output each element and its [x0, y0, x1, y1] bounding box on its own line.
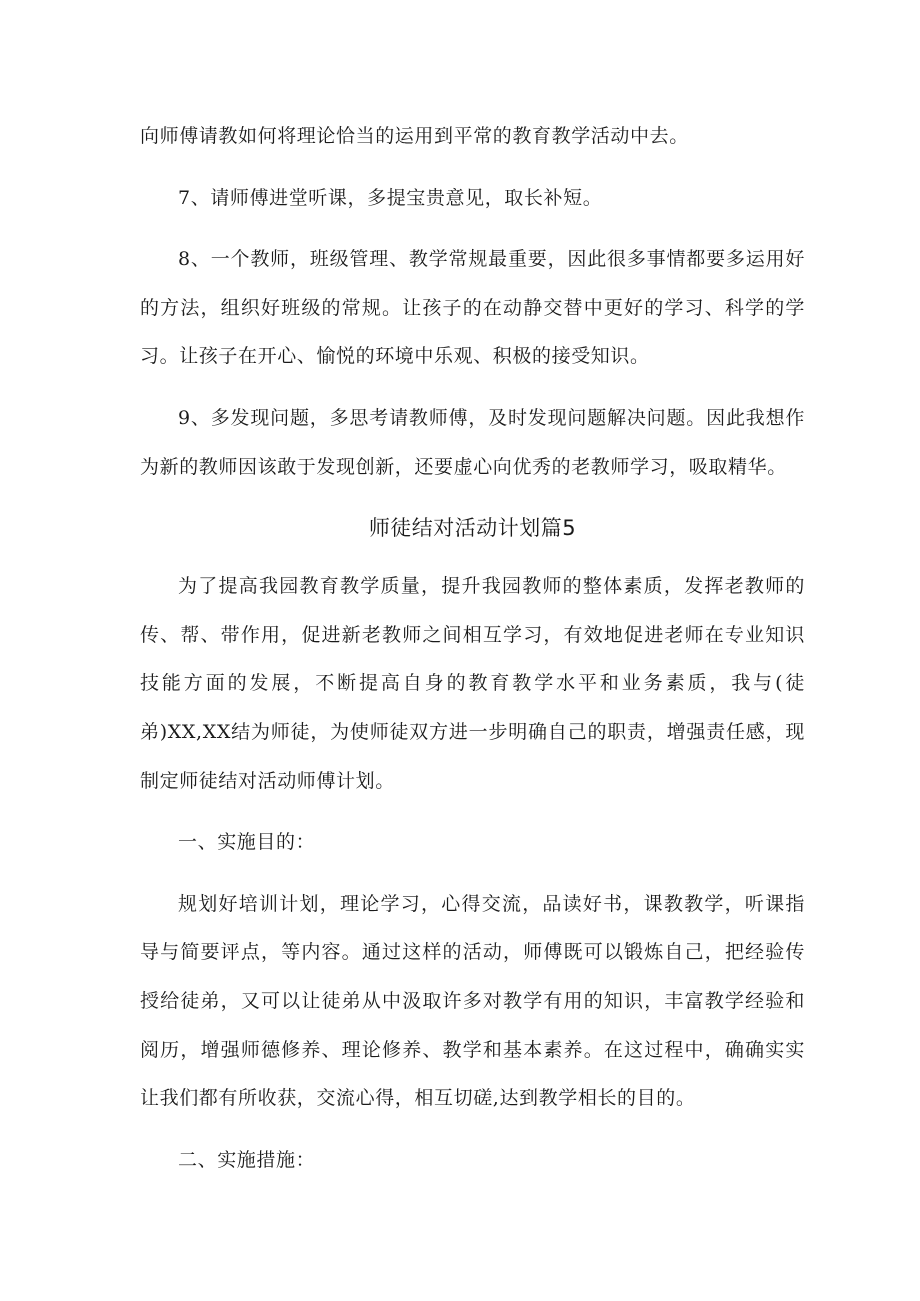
- subheading-purpose: 一、实施目的：: [178, 831, 316, 854]
- list-item: 7、请师傅进堂听课，多提宝贵意见，取长补短。: [178, 186, 603, 209]
- intro-paragraph: 为了提高我园教育教学质量，提升我园教师的整体素质，发挥老教师的传、帮、带作用，促进新老教师之间相互学习，有效地促进老师在专业知识技能方面的发展，不断提高自身的教育教学水平和业务素质，我与(徒弟)XX,XX结为师徒，为使师徒双方进一步明确自己的职责，增强责任感，现制定师徒结对活动师傅计划。: [140, 575, 805, 792]
- continuation-paragraph: 向师傅请教如何将理论恰当的运用到平常的教育教学活动中去。: [140, 125, 689, 147]
- list-item: 8、一个教师，班级管理、教学常规最重要，因此很多事情都要多运用好的方法，组织好班级的常规。让孩子的在动静交替中更好的学习、科学的学习。让孩子在开心、愉悦的环境中乐观、积极的接受知识。: [140, 248, 805, 368]
- list-item: 9、多发现问题，多思考请教师傅，及时发现问题解决问题。因此我想作为新的教师因该敢于发现创新，还要虚心向优秀的老教师学习，吸取精华。: [140, 406, 805, 478]
- section-title: 师徒结对活动计划篇5: [368, 516, 577, 541]
- purpose-paragraph: 规划好培训计划，理论学习，心得交流，品读好书，课教教学，听课指导与简要评点，等内容。通过这样的活动，师傅既可以锻炼自己，把经验传授给徒弟，又可以让徒弟从中汲取许多对教学有用的知识，丰富教学经验和阅历，增强师德修养、理论修养、教学和基本素养。在这过程中，确确实实让我们都有所收获，交流心得，相互切磋,达到教学相长的目的。: [140, 892, 805, 1110]
- document-body: [140, 112, 805, 1197]
- subheading-measures: 二、实施措施：: [178, 1148, 316, 1171]
